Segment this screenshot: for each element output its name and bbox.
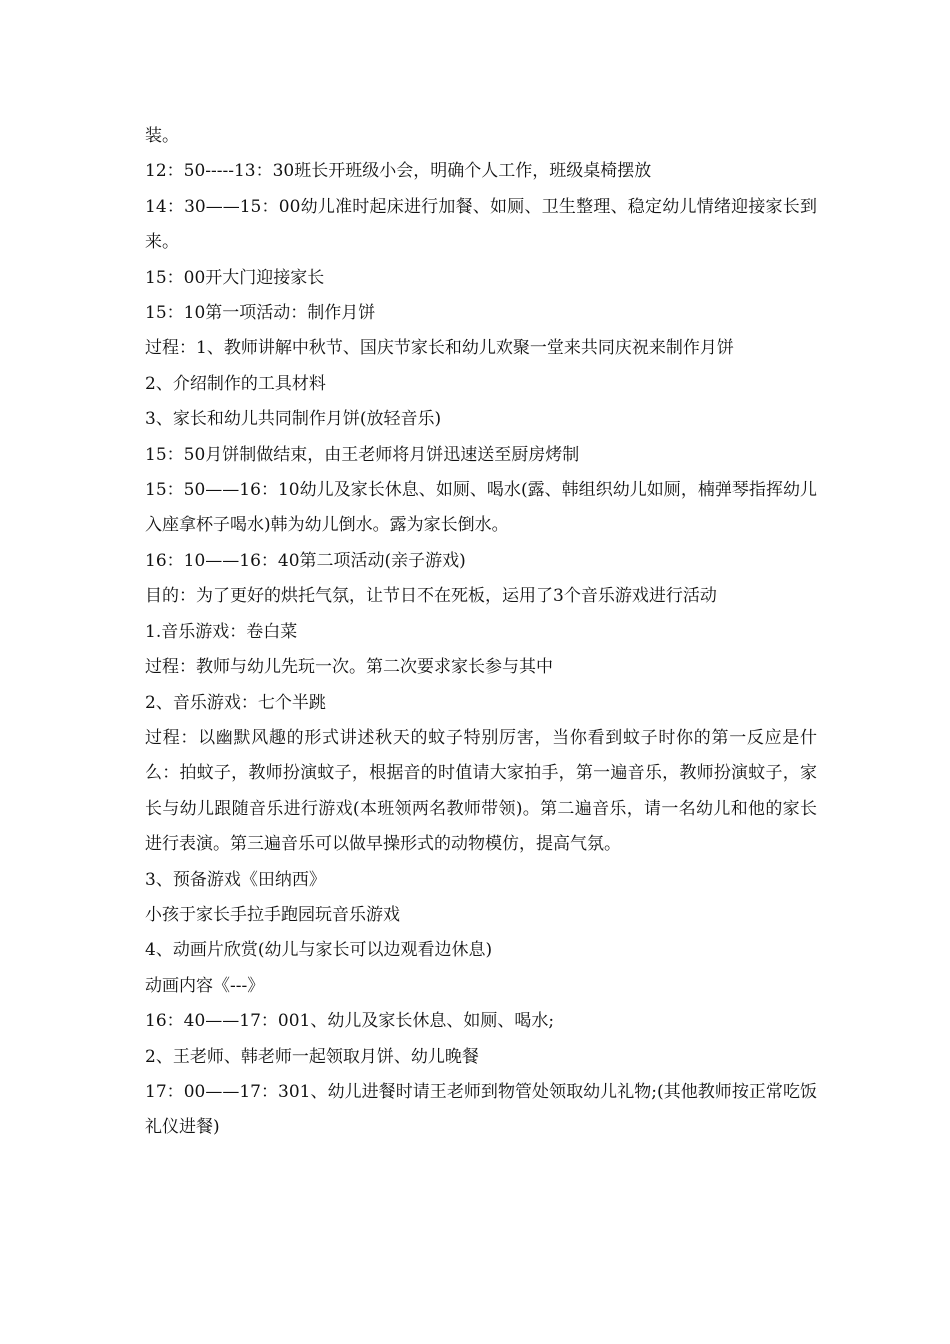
text-paragraph: 14：30——15：00幼儿准时起床进行加餐、如厕、卫生整理、稳定幼儿情绪迎接家长到来。 [145, 196, 817, 253]
text-line: 目的：为了更好的烘托气氛，让节日不在死板，运用了3个音乐游戏进行活动 [145, 586, 717, 607]
text-line: 12：50-----13：30班长开班级小会，明确个人工作，班级桌椅摆放 [145, 161, 652, 182]
document-body [145, 119, 817, 1146]
text-line: 2、介绍制作的工具材料 [145, 373, 326, 394]
text-paragraph: 15：50——16：10幼儿及家长休息、如厕、喝水(露、韩组织幼儿如厕，楠弹琴指挥幼儿入座拿杯子喝水)韩为幼儿倒水。露为家长倒水。 [145, 480, 817, 536]
text-line: 4、动画片欣赏(幼儿与家长可以边观看边休息) [145, 940, 493, 961]
text-line: 装。 [145, 126, 179, 146]
text-line: 15：50月饼制做结束，由王老师将月饼迅速送至厨房烤制 [145, 444, 580, 465]
text-line: 15：10第一项活动：制作月饼 [145, 303, 376, 324]
text-line: 3、家长和幼儿共同制作月饼(放轻音乐) [145, 409, 442, 430]
text-line: 15：00开大门迎接家长 [145, 267, 325, 288]
text-paragraph: 17：00——17：301、幼儿进餐时请王老师到物管处领取幼儿礼物;(其他教师按正常吃饭礼仪进餐) [145, 1081, 817, 1138]
text-line: 16：10——16：40第二项活动(亲子游戏) [145, 550, 466, 571]
text-line: 16：40——17：001、幼儿及家长休息、如厕、喝水; [145, 1011, 555, 1032]
text-line: 过程：1、教师讲解中秋节、国庆节家长和幼儿欢聚一堂来共同庆祝来制作月饼 [145, 338, 734, 359]
text-paragraph: 过程：以幽默风趣的形式讲述秋天的蚊子特别厉害，当你看到蚊子时你的第一反应是什么：拍蚊子，教师扮演蚊子，根据音的时值请大家拍手，第一遍音乐，教师扮演蚊子，家长与幼儿跟随音乐进行游戏(本班领两名教师带领)。第二遍音乐，请一名幼儿和他的家长进行表演。第三遍音乐可以做早操形式的动物模仿，提高气氛。 [145, 727, 817, 855]
text-line: 3、预备游戏《田纳西》 [145, 869, 326, 890]
text-line: 小孩于家长手拉手跑园玩音乐游戏 [145, 904, 400, 925]
text-line: 1.音乐游戏：卷白菜 [145, 621, 298, 642]
text-line: 过程：教师与幼儿先玩一次。第二次要求家长参与其中 [145, 657, 553, 678]
text-line: 2、王老师、韩老师一起领取月饼、幼儿晚餐 [145, 1046, 479, 1067]
text-line: 动画内容《---》 [145, 975, 265, 996]
text-line: 2、音乐游戏：七个半跳 [145, 692, 326, 713]
